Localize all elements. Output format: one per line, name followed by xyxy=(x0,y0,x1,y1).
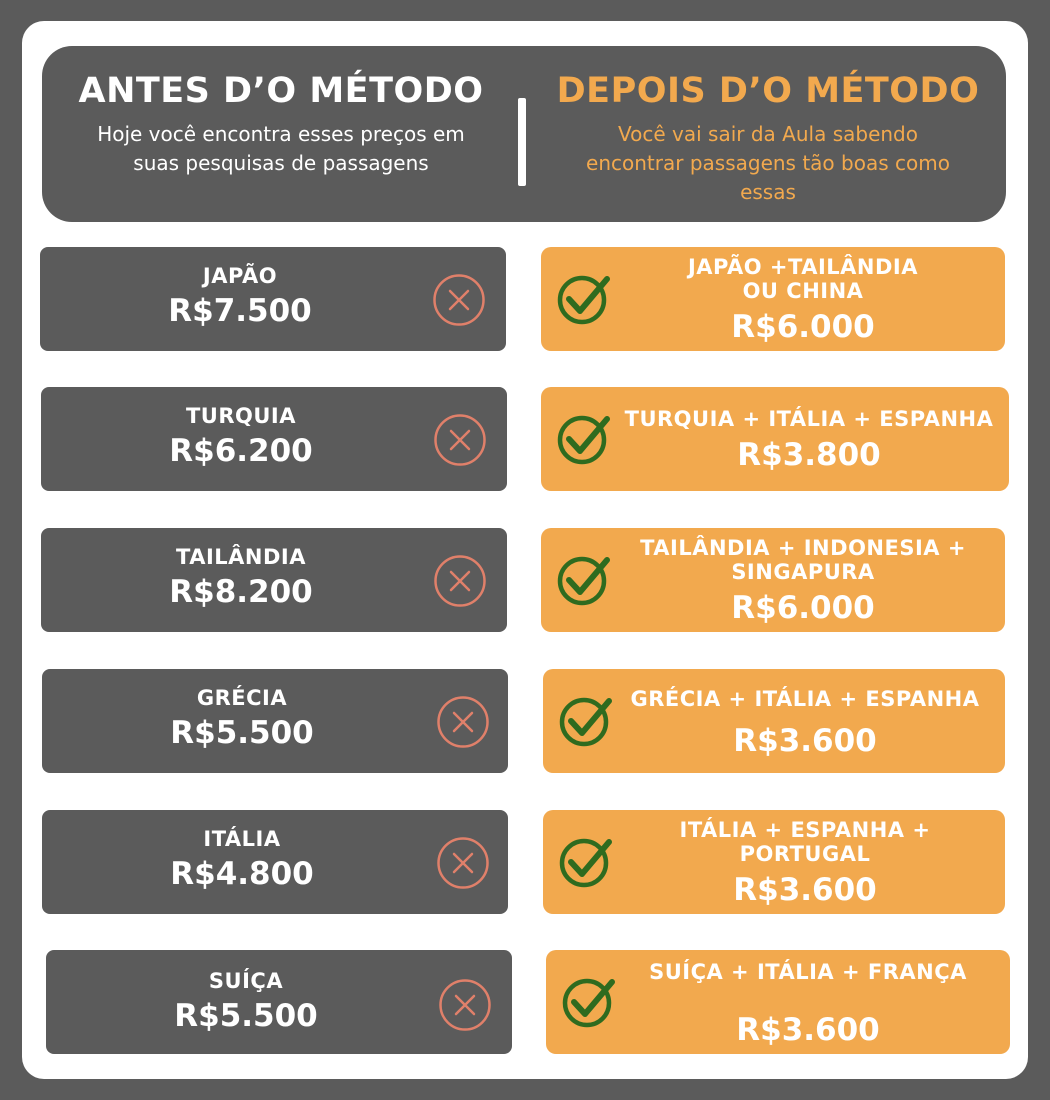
after-card xyxy=(541,247,1005,351)
before-destination: GRÉCIA xyxy=(196,686,288,710)
after-card xyxy=(543,669,1005,773)
check-circle-icon xyxy=(557,832,615,890)
after-card xyxy=(546,950,1010,1054)
after-card xyxy=(543,810,1005,914)
x-circle-icon xyxy=(438,978,492,1032)
before-destination: JAPÃO xyxy=(202,264,278,288)
after-price: R$6.000 xyxy=(731,309,875,345)
before-price: R$5.500 xyxy=(174,998,318,1034)
after-card xyxy=(541,387,1009,491)
x-circle-icon xyxy=(436,695,490,749)
before-destination: TURQUIA xyxy=(185,404,297,428)
before-title: ANTES D’O MÉTODO xyxy=(78,71,484,111)
x-circle-icon xyxy=(433,554,487,608)
before-card xyxy=(42,810,508,914)
after-destination-line-2: PORTUGAL xyxy=(739,842,871,866)
after-destination-line-1: TURQUIA + ITÁLIA + ESPANHA xyxy=(624,407,994,431)
before-price: R$4.800 xyxy=(170,856,314,892)
comparison-header xyxy=(42,46,1006,222)
after-destination-line-2: SINGAPURA xyxy=(731,560,875,584)
after-price: R$3.800 xyxy=(737,437,881,473)
after-destination-line-1: SUÍÇA + ITÁLIA + FRANÇA xyxy=(649,960,967,984)
before-price: R$8.200 xyxy=(169,574,313,610)
before-destination: TAILÂNDIA xyxy=(176,545,306,569)
after-destination-line-1: GRÉCIA + ITÁLIA + ESPANHA xyxy=(630,687,980,711)
before-card xyxy=(40,247,506,351)
after-title: DEPOIS D’O MÉTODO xyxy=(556,71,980,111)
before-card xyxy=(42,669,508,773)
before-header xyxy=(42,46,520,178)
after-header xyxy=(530,46,1006,207)
after-price: R$3.600 xyxy=(733,872,877,908)
before-price: R$7.500 xyxy=(168,293,312,329)
before-price: R$6.200 xyxy=(169,433,313,469)
after-destination-line-1: TAILÂNDIA + INDONESIA + xyxy=(640,536,966,560)
after-destination-line-1: JAPÃO +TAILÂNDIA xyxy=(687,255,918,279)
check-circle-icon xyxy=(557,691,615,749)
x-circle-icon xyxy=(433,413,487,467)
before-destination: ITÁLIA xyxy=(203,827,281,851)
after-subtitle: Você vai sair da Aula sabendo encontrar passagens tão boas como essas xyxy=(586,122,950,204)
before-subtitle: Hoje você encontra esses preços em suas pesquisas de passagens xyxy=(97,122,465,175)
after-card xyxy=(541,528,1005,632)
check-circle-icon xyxy=(555,269,613,327)
before-price: R$5.500 xyxy=(170,715,314,751)
after-price: R$3.600 xyxy=(736,1012,880,1048)
after-price: R$6.000 xyxy=(731,590,875,626)
after-destination-line-2: OU CHINA xyxy=(742,279,864,303)
before-card xyxy=(46,950,512,1054)
check-circle-icon xyxy=(560,972,618,1030)
check-circle-icon xyxy=(555,550,613,608)
after-destination-line-1: ITÁLIA + ESPANHA + xyxy=(679,818,931,842)
after-price: R$3.600 xyxy=(733,723,877,759)
header-divider xyxy=(518,98,526,186)
x-circle-icon xyxy=(432,273,486,327)
x-circle-icon xyxy=(436,836,490,890)
before-card xyxy=(41,528,507,632)
before-destination: SUÍÇA xyxy=(208,969,284,993)
before-card xyxy=(41,387,507,491)
check-circle-icon xyxy=(555,409,613,467)
